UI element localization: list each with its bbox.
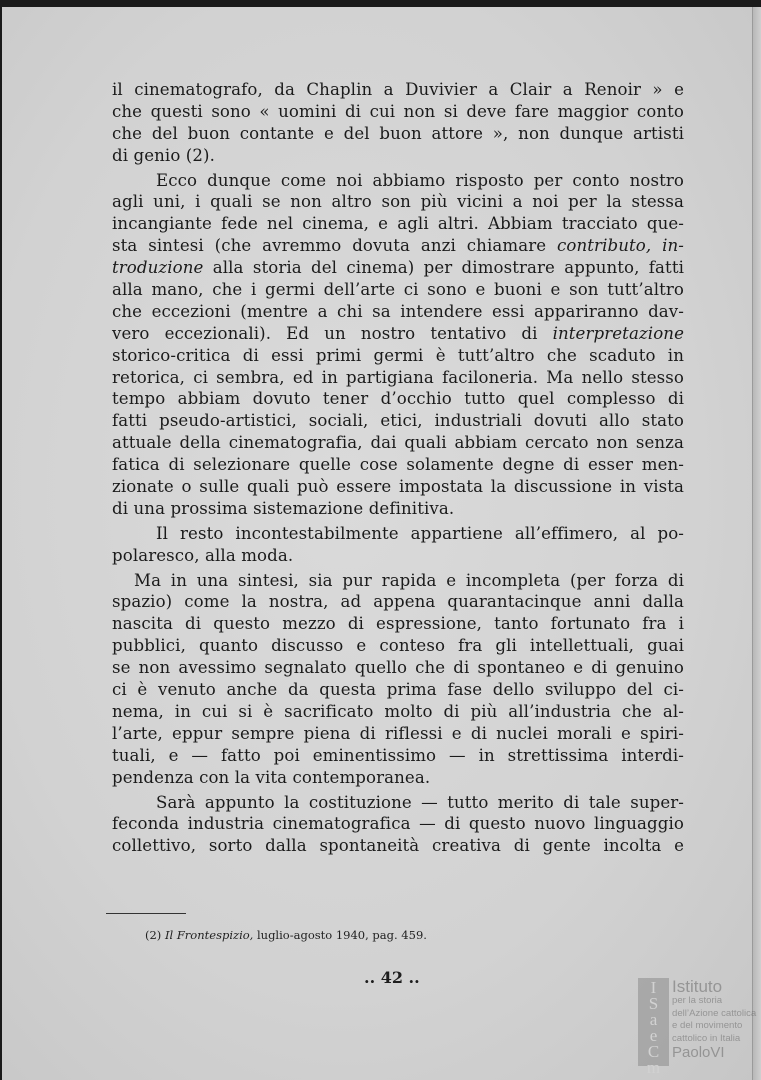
text-line: il cinematografo, da Chaplin a Duvivier a Clair a Renoir » e <box>112 80 684 99</box>
footnote-title: Il Frontespizio, <box>164 928 254 942</box>
text-line: l’arte, eppur sempre piena di riflessi e di nuclei morali e spiri- <box>112 723 684 743</box>
text-line: che eccezioni (mentre a chi sa intendere essi appariranno dav- <box>112 301 684 321</box>
text-line: agli uni, i quali se non altro son più vicini a noi per la stessa <box>112 192 684 212</box>
text-line: che questi sono « uomini di cui non si deve fare maggior conto <box>112 101 684 121</box>
logo-letter: I <box>650 978 657 997</box>
text-line: fatti pseudo-artistici, sociali, etici, industriali dovuti allo stato <box>112 411 684 431</box>
text-line: Ecco dunque come noi abbiamo risposto per conto nostro <box>156 170 684 190</box>
text-line: incangiante fede nel cinema, e agli altri. Abbiam tracciato que- <box>112 214 684 234</box>
text-line: retorica, ci sembra, ed in partigiana faciloneria. Ma nello stesso <box>112 367 684 387</box>
text-line: storico-critica di essi primi germi è tutt’altro che scaduto in <box>112 345 684 365</box>
logo-letter: m <box>646 1058 661 1077</box>
logo-letter: a <box>649 1010 658 1029</box>
text-line: polaresco, alla moda. <box>112 545 294 565</box>
footnote-details: luglio-agosto 1940, pag. 459. <box>256 928 427 942</box>
text-line: sta sintesi (che avremmo dovuta anzi chiamare contributo, in- <box>112 236 684 256</box>
text-line: Ma in una sintesi, sia pur rapida e incompleta (per forza di <box>134 570 684 590</box>
footnote-marker: (2) <box>145 928 162 942</box>
logo-letter: C <box>647 1042 660 1061</box>
logo-letter: S <box>648 994 659 1013</box>
body-text <box>112 79 684 857</box>
page-number: .. 42 .. <box>364 968 420 987</box>
text-line: tuali, e — fatto poi eminentissimo — in strettissima interdi- <box>112 745 684 765</box>
text-line: spazio) come la nostra, ad appena quarantacinque anni dalla <box>112 592 684 612</box>
text-line: che del buon contante e del buon attore », non dunque artisti <box>112 123 684 143</box>
logo-text <box>672 978 756 1061</box>
text-line: alla mano, che i germi dell’arte ci sono e buoni e son tutt’altro <box>112 280 684 300</box>
text-line: pendenza con la vita contemporanea. <box>112 767 431 787</box>
text-line: vero eccezionali). Ed un nostro tentativo di interpretazione <box>112 323 684 343</box>
text-line: feconda industria cinematografica — di questo nuovo linguaggio <box>112 814 684 834</box>
isacem-watermark-logo <box>638 977 758 1077</box>
logo-mark-icon <box>638 978 669 1077</box>
text-line: Sarà appunto la costituzione — tutto merito di tale super- <box>156 792 684 812</box>
text-line: pubblici, quanto discusso e conteso fra gli intellettuali, guai <box>112 636 684 656</box>
logo-line-3: dell’Azione cattolica <box>672 1007 757 1019</box>
text-line: nascita di questo mezzo di espressione, tanto fortunato fra i <box>112 614 684 634</box>
text-line: tempo abbiam dovuto tener d’occhio tutto quel complesso di <box>112 389 684 409</box>
text-line: attuale della cinematografia, dai quali abbiam cercato non senza <box>112 433 684 453</box>
logo-line-6: PaoloVI <box>672 1044 725 1061</box>
page-edge <box>752 7 761 1080</box>
logo-line-5: cattolico in Italia <box>672 1032 741 1044</box>
text-line: Il resto incontestabilmente appartiene all’effimero, al po- <box>156 523 684 543</box>
logo-letter: e <box>649 1026 658 1045</box>
text-line: nema, in cui si è sacrificato molto di più all’industria che al- <box>112 701 684 721</box>
text-line: zionate o sulle quali può essere impostata la discussione in vista <box>112 477 684 497</box>
logo-line-2: per la storia <box>672 995 723 1006</box>
text-line: ci è venuto anche da questa prima fase dello sviluppo del ci- <box>112 680 684 700</box>
text-line: collettivo, sorto dalla spontaneità creativa di gente incolta e <box>112 836 684 856</box>
text-line: fatica di selezionare quelle cose solamente degne di esser men- <box>112 455 684 475</box>
text-line: se non avessimo segnalato quello che di spontaneo e di genuino <box>112 658 684 678</box>
text-line: di una prossima sistemazione definitiva. <box>112 498 455 518</box>
footnote <box>145 928 427 942</box>
text-line: troduzione alla storia del cinema) per dimostrare appunto, fatti <box>112 258 684 278</box>
footnote-separator <box>106 913 186 914</box>
logo-line-1: Istituto <box>672 977 723 996</box>
text-line: di genio (2). <box>112 145 215 165</box>
logo-line-4: e del movimento <box>672 1020 743 1031</box>
